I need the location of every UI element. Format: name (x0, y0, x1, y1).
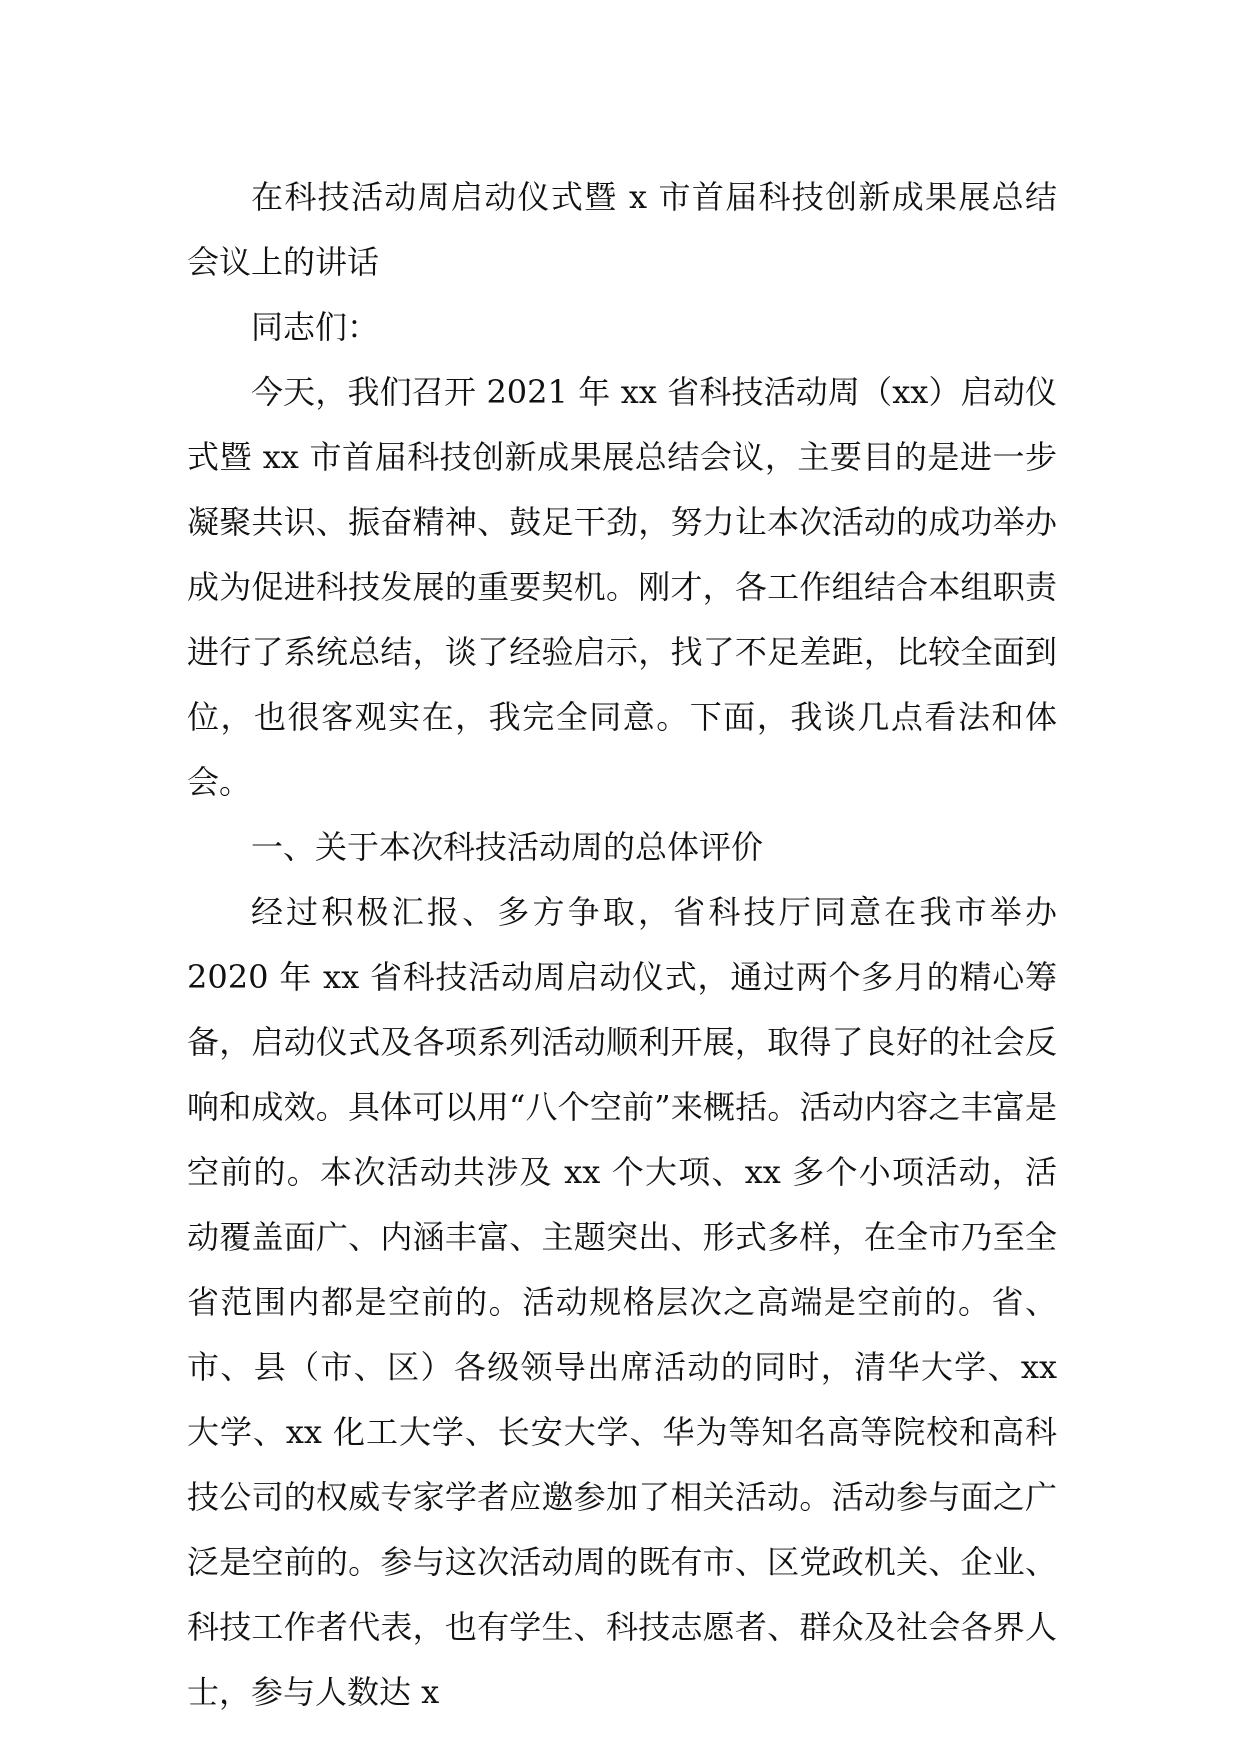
body-paragraph-intro: 今天，我们召开 2021 年 xx 省科技活动周（xx）启动仪式暨 xx 市首届科技创新成果展总结会议，主要目的是进一步凝聚共识、振奋精神、鼓足干劲，努力让本次活动的成功举办成为促进科技发展的重要契机。刚才，各工作组结合本组职责进行了系统总结，谈了经验启示，找了不足差距，比较全面到位，也很客观实在，我完全同意。下面，我谈几点看法和体会。 (187, 373, 1057, 801)
section-heading: 一、关于本次科技活动周的总体评价 (251, 828, 764, 866)
body-paragraph-evaluation: 经过积极汇报、多方争取，省科技厅同意在我市举办 2020 年 xx 省科技活动周启动仪式，通过两个多月的精心筹备，启动仪式及各项系列活动顺利开展，取得了良好的社会反响和成效。具体可以用“八个空前”来概括。活动内容之丰富是空前的。本次活动共涉及 xx 个大项、xx 多个小项活动，活动覆盖面广、内涵丰富、主题突出、形式多样，在全市乃至全省范围内都是空前的。活动规格层次之高端是空前的。省、市、县（市、区）各级领导出席活动的同时，清华大学、xx 大学、xx 化工大学、长安大学、华为等知名高等院校和高科技公司的权威专家学者应邀参加了相关活动。活动参与面之广泛是空前的。参与这次活动周的既有市、区党政机关、企业、科技工作者代表，也有学生、科技志愿者、群众及社会各界人士，参与人数达 x (187, 893, 1057, 1711)
document-body (187, 165, 1057, 1725)
document-title: 在科技活动周启动仪式暨 x 市首届科技创新成果展总结会议上的讲话 (187, 178, 1057, 281)
salutation: 同志们： (251, 308, 380, 346)
